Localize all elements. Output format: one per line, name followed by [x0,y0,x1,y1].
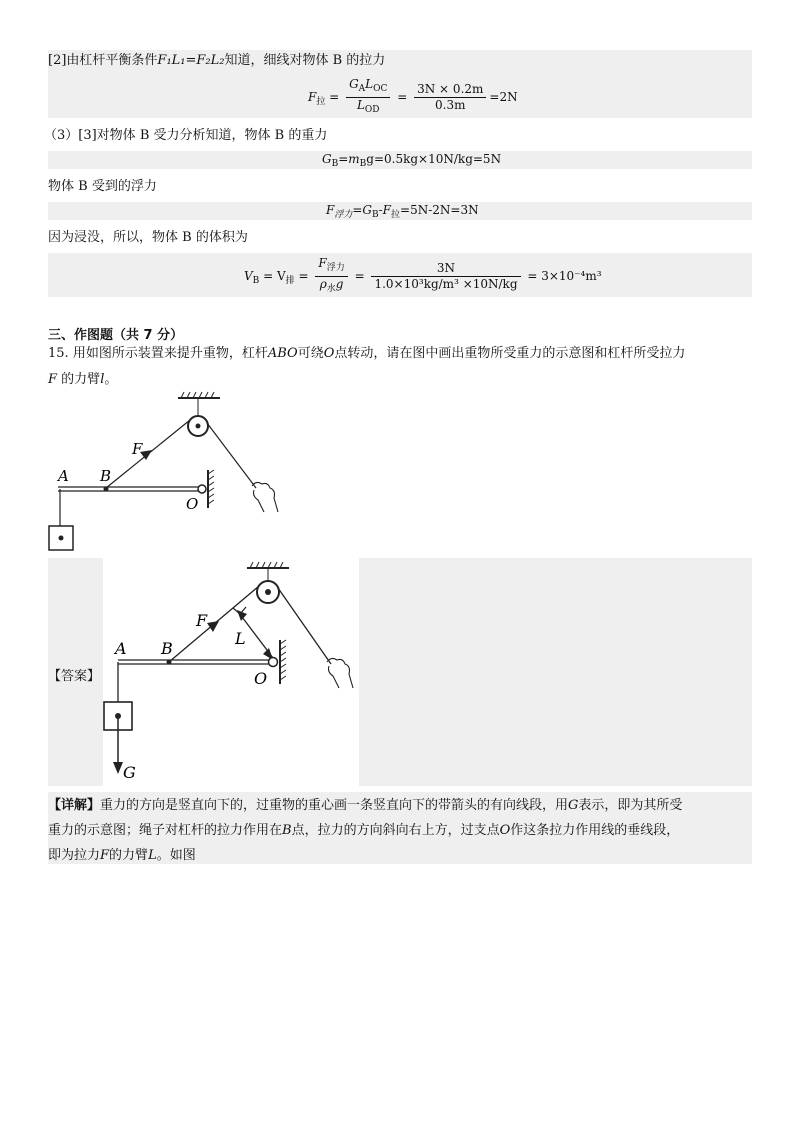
pivot-o [198,485,206,493]
question-15-line1 [48,345,685,363]
detail-line3-c: 。如图 [156,848,196,863]
vol-v-sub: B [252,276,260,286]
step2-rest: 知道，细线对物体 B 的拉力 [224,53,386,68]
label-o-ans: O [254,669,268,688]
force-f-arrowhead-ans [207,621,219,632]
weight-m: =m [338,152,360,166]
eq-num-l-sub: OC [373,84,388,94]
detail-line1-g: G [568,798,579,813]
eq-num-g: G [349,77,359,91]
fraction-symbolic [346,77,390,118]
eq-result: =2N [489,90,518,104]
q-line2-end: 。 [104,372,118,387]
label-b: B [100,467,112,485]
detail-line2-b: 点，拉力的方向斜向右上方，过支点 [291,823,500,838]
label-l-ans: L [235,629,246,648]
eq-num-l: L [365,77,374,91]
weight-rest: g=0.5kg×10N/kg=5N [366,152,502,166]
q-text-b: 可绕 [297,346,324,361]
question-figure [40,390,300,555]
step2-text [48,52,385,70]
detail-line2-o: O [499,823,511,838]
vol-num-f-sub: 浮力 [326,263,345,273]
pivot-o-ans [269,658,278,667]
detail-line2-c: 作这条拉力作用线的垂线段， [510,823,680,838]
eq-den-values: 0.3m [435,98,466,112]
vol-v: V [244,269,253,283]
q-pivot: O [323,346,335,361]
label-b-ans: B [161,639,173,658]
eq-den-l-sub: OD [364,105,380,115]
rope-right [207,423,256,488]
weight-g: G [322,152,332,166]
ceiling-hatch [178,392,220,418]
weight-g-sub: B [331,159,339,169]
vol-den-rho-sub: 水 [326,284,336,294]
label-g-ans: G [123,763,136,782]
buoy-f2: -F [378,203,391,217]
buoy-gb-sub: B [371,210,379,220]
volume-fraction-numeric [371,261,520,292]
q-text-c: 点转动，请在图中画出重物所受重力的示意图和杠杆所受拉力 [334,346,686,361]
q-line2-text: 的力臂 [61,372,101,387]
volume-equation: $V_B = V_排$ = $\frac{F_{浮力}}{\rho_水g}$ = $\frac{3N}{\text{1.0×10³kg/m³ ×10N/kg}}$ = 3×10⁻⁴m³ [244,256,602,297]
label-f-ans: F [196,611,208,630]
buoyancy-equation [326,203,479,220]
q-line2-f: F [48,372,58,387]
fraction-numeric [414,82,486,113]
detail-line2 [48,822,679,840]
buoy-rest: =5N-2N=3N [400,203,479,217]
eq-lhs-sub: 拉 [316,97,326,107]
buoy-gb: =G [352,203,372,217]
vol-den-g: g [335,277,344,291]
pulley-axle [196,424,201,429]
vol-v2: = V [263,269,286,283]
label-f: F [132,440,143,458]
answer-tag: 【答案】 [48,669,101,684]
q-line2-l: l [100,372,105,387]
label-a: A [58,467,69,485]
vol-den-values: 1.0×10³kg/m³ ×10N/kg [374,277,518,291]
buoy-f2-sub: 拉 [391,210,401,220]
label-o: O [186,495,199,513]
q-text-a: 用如图所示装置来提升重物，杠杆 [72,346,268,361]
question-number: 15. [48,346,69,361]
detail-line1-a: 重力的方向是竖直向下的，过重物的重心画一条竖直向下的带箭头的有向线段，用 [100,798,569,813]
vol-den-rho: ρ [319,277,327,291]
volume-label: 因为浸没，所以，物体 B 的体积为 [48,230,248,245]
detail-line1 [48,797,682,815]
buoy-f: F [326,203,335,217]
volume-fraction-symbolic [315,256,347,297]
vol-v2-sub: 排 [285,276,295,286]
point-b-ans [167,660,172,665]
eq-den-l: L [356,98,365,112]
detail-line2-a: 重力的示意图；绳子对杠杆的拉力作用在 [48,823,283,838]
vol-result: = 3×10⁻⁴m³ [527,269,602,283]
pulley-axle-ans [265,589,271,595]
detail-line2-b-pt: B [282,823,292,838]
weight-equation [322,152,501,169]
detail-line3-b: 的力臂 [109,848,149,863]
vol-num-f: F [318,256,327,270]
answer-figure [103,558,359,786]
buoyancy-label: 物体 B 受到的浮力 [48,179,157,194]
detail-line3 [48,847,196,865]
eq-num-g-sub: A [358,84,366,94]
detail-line1-b: 表示，即为其所受 [578,798,683,813]
vol-num-values: 3N [371,261,520,277]
label-a-ans: A [115,639,127,658]
detail-line3-a: 即为拉力 [48,848,101,863]
tension-equation: $F_拉$ = $\frac{G_AL_{OC}}{L_{OD}}$ = $\frac{3N \times 0.2m}{0.3m}$ =2N [308,77,518,118]
eq-num-values: 3N × 0.2m [414,82,486,98]
weight-m-sub: B [359,159,367,169]
weight-center [59,536,64,541]
point-b [104,487,109,492]
eq-lhs: F [308,90,317,104]
q-lever: ABO [267,346,298,361]
detail-line3-l: L [148,848,157,863]
hand-icon [252,482,278,512]
gravity-arrowhead [113,762,123,774]
detail-tag: 【详解】 [48,798,101,813]
buoy-f-sub: 浮力 [334,210,353,220]
detail-line3-f: F [100,848,110,863]
ceiling-hatch-ans [247,562,289,582]
section-heading: 三、作图题（共 7 分） [48,328,184,343]
step3-label: （3）[3]对物体 B 受力分析知道，物体 B 的重力 [44,128,328,143]
step2-intro: [2]由杠杆平衡条件 [48,53,158,68]
question-15-line2 [48,371,117,389]
balance-condition: F₁L₁=F₂L₂ [157,53,225,68]
